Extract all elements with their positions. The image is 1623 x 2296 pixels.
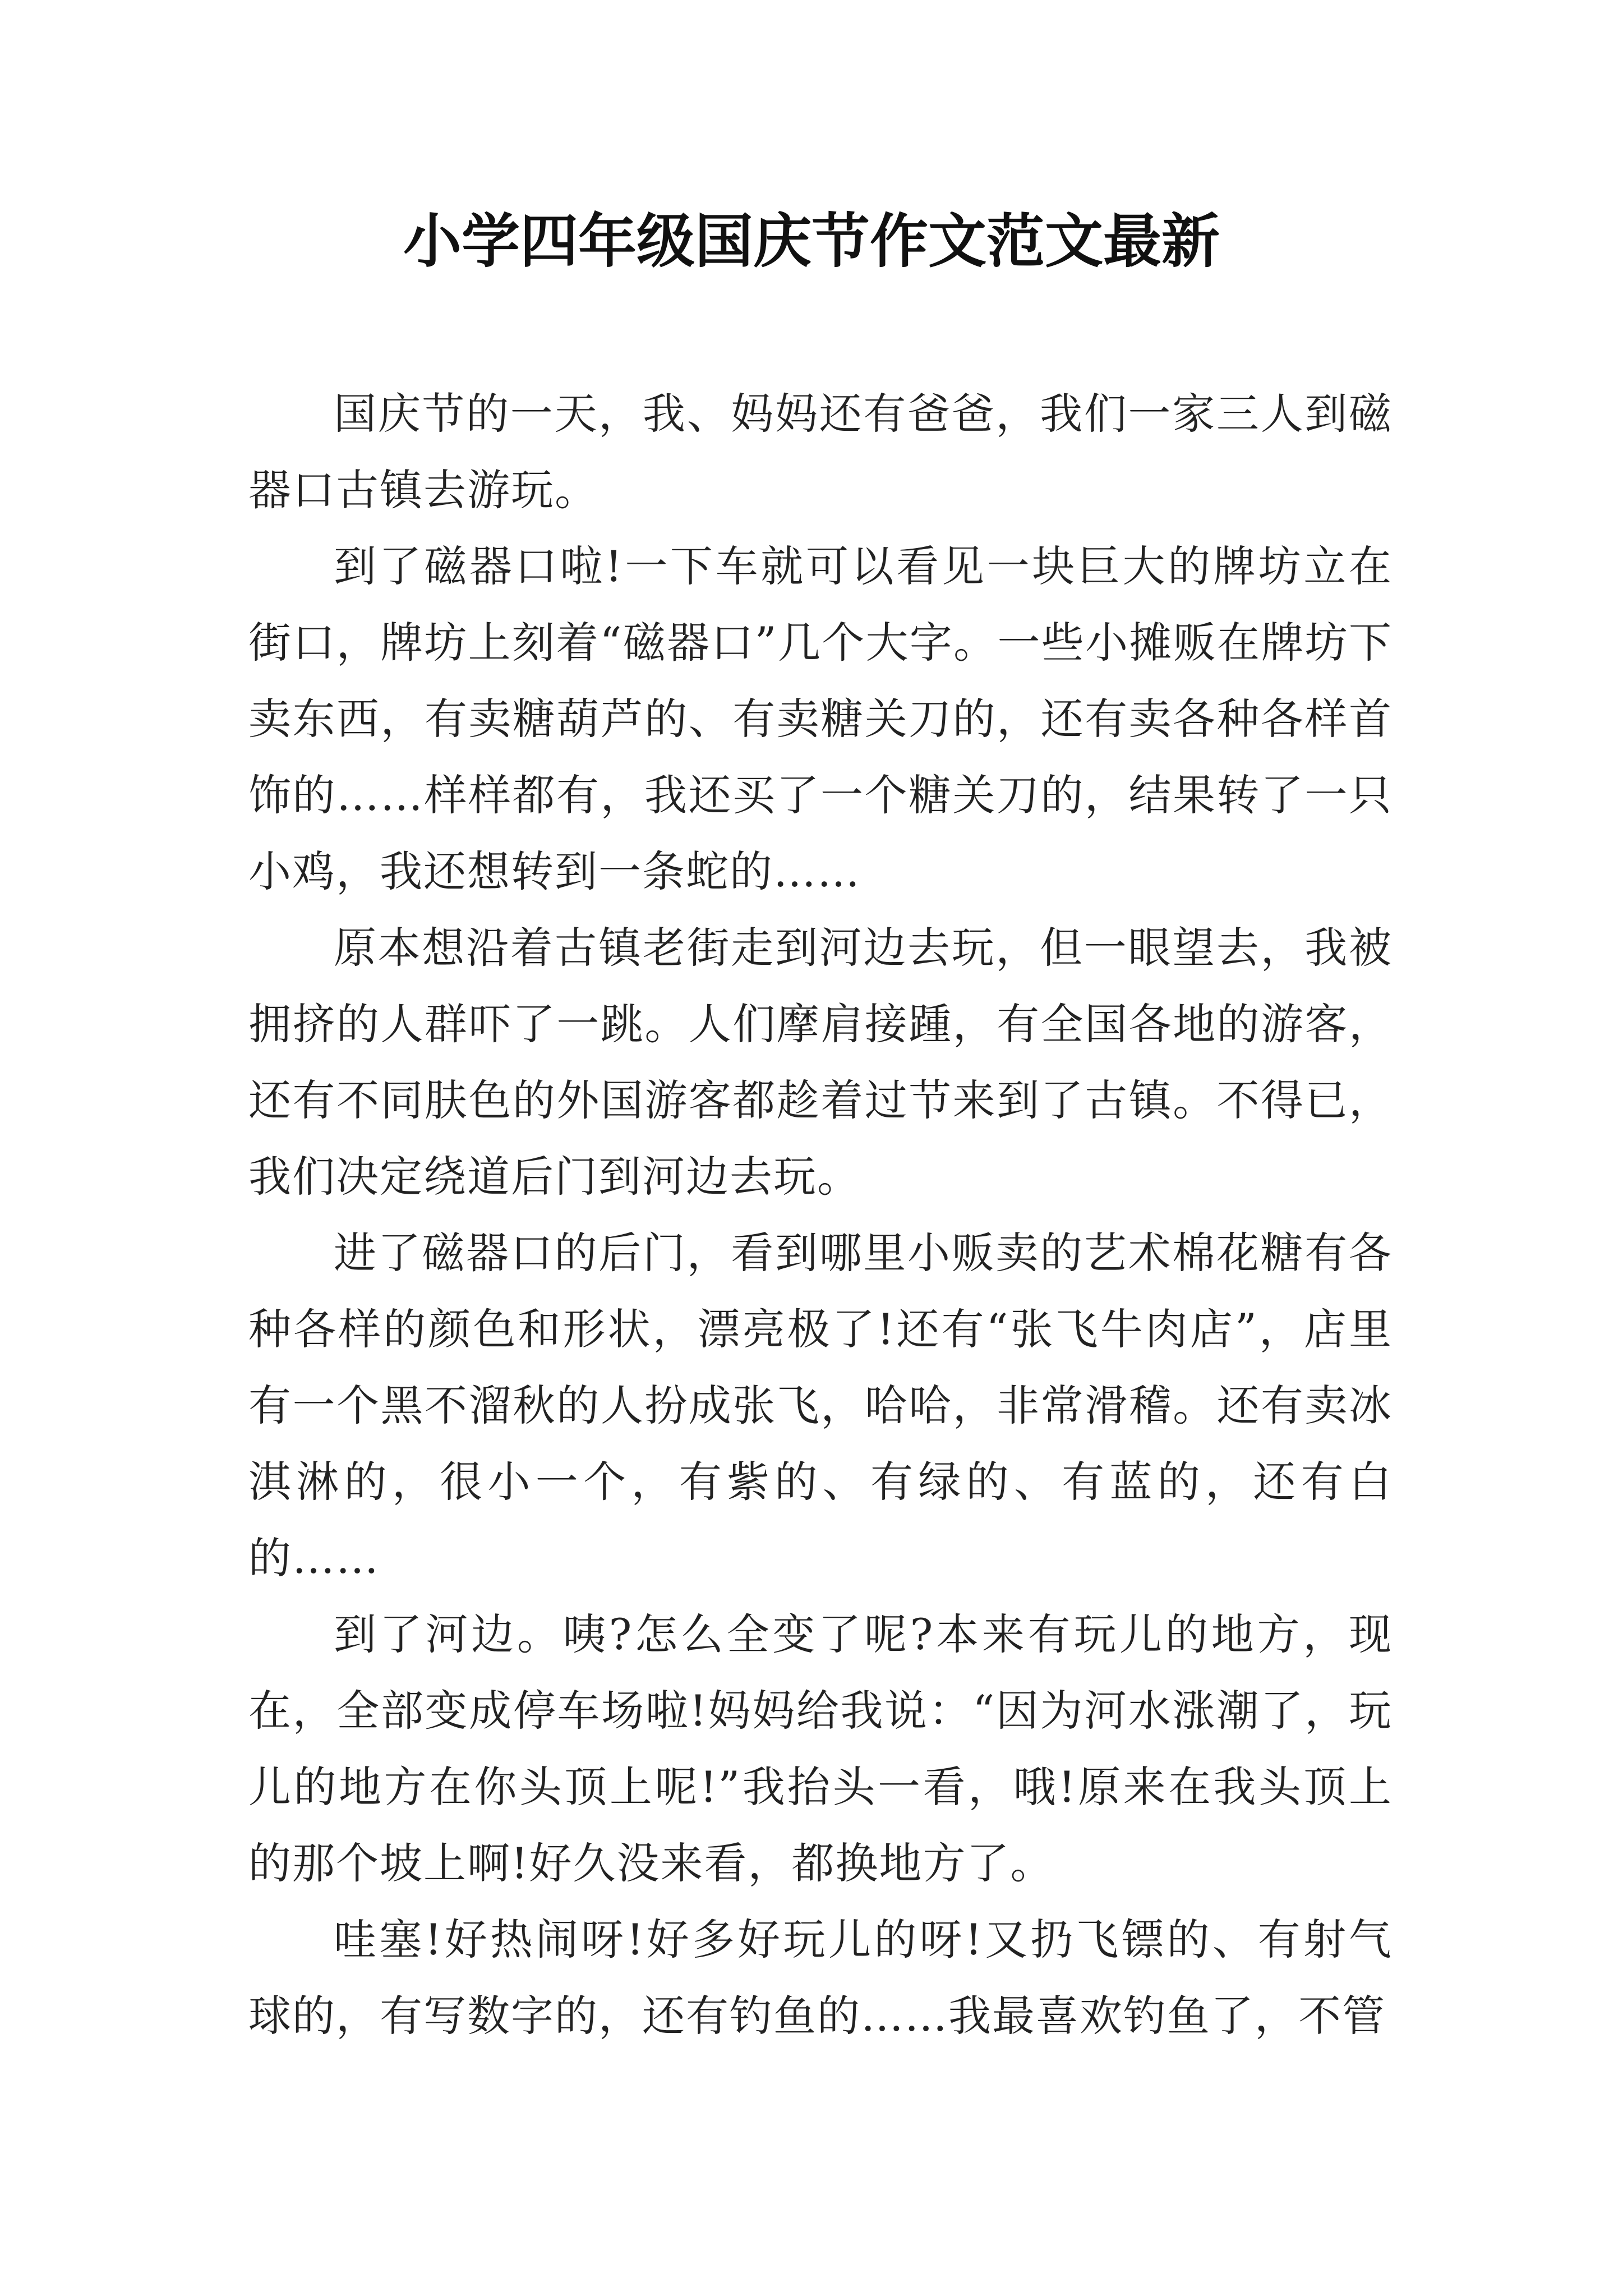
paragraph: 进了磁器口的后门，看到哪里小贩卖的艺术棉花糖有各种各样的颜色和形状，漂亮极了!还有“张飞牛肉店”，店里有一个黑不溜秋的人扮成张飞，哈哈，非常滑稽。还有卖冰淇淋的，很小一个，有紫的、有绿的、有蓝的，还有白的……: [248, 1228, 1393, 1583]
document-title: 小学四年级国庆节作文范文最新: [403, 206, 1220, 275]
paragraph: 到了河边。咦?怎么全变了呢?本来有玩儿的地方，现在，全部变成停车场啦!妈妈给我说：“因为河水涨潮了，玩儿的地方在你头顶上呢!”我抬头一看，哦!原来在我头顶上的那个坡上啊!好久没来看，都换地方了。: [248, 1609, 1393, 1888]
paragraph: 哇塞!好热闹呀!好多好玩儿的呀!又扔飞镖的、有射气球的，有写数字的，还有钓鱼的……我最喜欢钓鱼了，不管: [248, 1915, 1393, 2041]
paragraph: 原本想沿着古镇老街走到河边去玩，但一眼望去，我被拥挤的人群吓了一跳。人们摩肩接踵，有全国各地的游客，还有不同肤色的外国游客都趁着过节来到了古镇。不得已，我们决定绕道后门到河边去玩。: [248, 923, 1393, 1202]
paragraph: 国庆节的一天，我、妈妈还有爸爸，我们一家三人到磁器口古镇去游玩。: [248, 389, 1393, 515]
paragraph: 到了磁器口啦!一下车就可以看见一块巨大的牌坊立在街口，牌坊上刻着“磁器口”几个大字。一些小摊贩在牌坊下卖东西，有卖糖葫芦的、有卖糖关刀的，还有卖各种各样首饰的……样样都有，我还买了一个糖关刀的，结果转了一只小鸡，我还想转到一条蛇的……: [248, 541, 1393, 896]
document-body: [248, 376, 1393, 2054]
